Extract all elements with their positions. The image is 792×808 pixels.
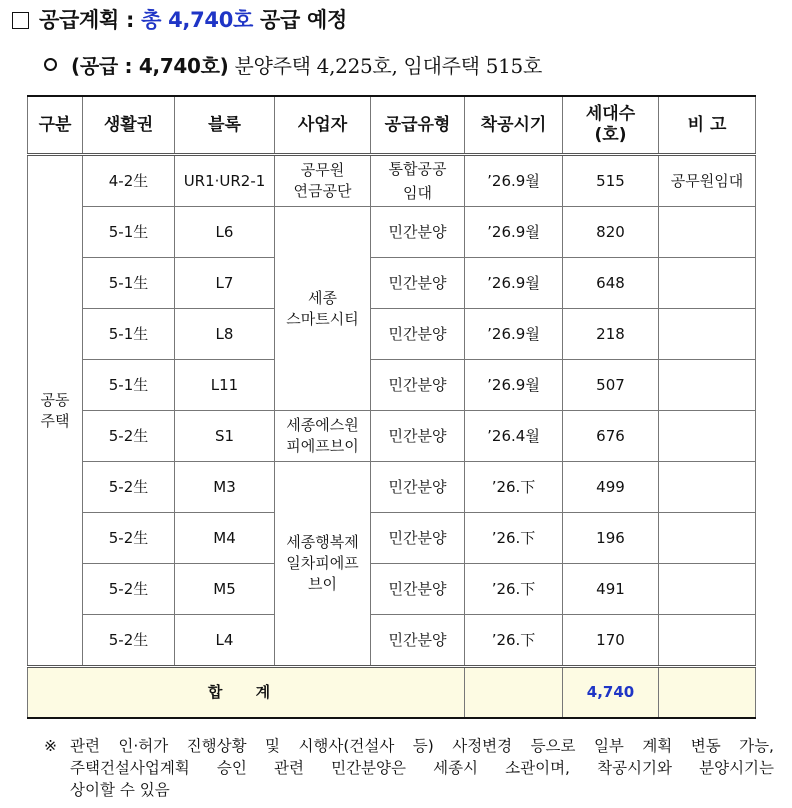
heading-suffix: 공급 예정 bbox=[253, 8, 347, 32]
start-date-cell: ’26.9월 bbox=[465, 309, 563, 360]
table-header-row bbox=[28, 96, 756, 155]
circle-bullet-icon bbox=[44, 58, 57, 71]
remarks-cell bbox=[659, 207, 756, 258]
zone-cell: 5-2生 bbox=[83, 615, 175, 667]
zone-cell: 4-2生 bbox=[83, 155, 175, 207]
units-cell: 515 bbox=[563, 155, 659, 207]
table-row bbox=[28, 513, 756, 564]
zone-cell: 5-2生 bbox=[83, 513, 175, 564]
table-row bbox=[28, 155, 756, 207]
supply-type-cell: 민간분양 bbox=[371, 258, 465, 309]
zone-cell: 5-1生 bbox=[83, 258, 175, 309]
start-date-cell: ’26.下 bbox=[465, 513, 563, 564]
total-remarks-cell bbox=[659, 667, 756, 719]
supply-type-cell: 민간분양 bbox=[371, 513, 465, 564]
heading-prefix: 공급계획 : bbox=[39, 8, 142, 32]
block-cell: L6 bbox=[175, 207, 275, 258]
total-empty-cell bbox=[465, 667, 563, 719]
table-row bbox=[28, 309, 756, 360]
supply-type-cell: 민간분양 bbox=[371, 360, 465, 411]
supply-total: (공급 : 4,740호) bbox=[71, 54, 229, 78]
supply-type-cell: 민간분양 bbox=[371, 564, 465, 615]
header-units: 세대수 (호) bbox=[563, 96, 659, 155]
table-row bbox=[28, 462, 756, 513]
zone-cell: 5-2生 bbox=[83, 564, 175, 615]
start-date-cell: ’26.下 bbox=[465, 462, 563, 513]
start-date-cell: ’26.9월 bbox=[465, 207, 563, 258]
units-cell: 196 bbox=[563, 513, 659, 564]
total-label: 합 계 bbox=[28, 667, 465, 719]
start-date-cell: ’26.9월 bbox=[465, 360, 563, 411]
operator-cell: 공무원 연금공단 bbox=[275, 155, 371, 207]
remarks-cell bbox=[659, 360, 756, 411]
remarks-cell bbox=[659, 258, 756, 309]
header-remarks: 비 고 bbox=[659, 96, 756, 155]
table-row bbox=[28, 258, 756, 309]
zone-cell: 5-1生 bbox=[83, 207, 175, 258]
heading-accent: 총 4,740호 bbox=[141, 8, 253, 32]
zone-cell: 5-2生 bbox=[83, 462, 175, 513]
header-supply-type: 공급유형 bbox=[371, 96, 465, 155]
table-row bbox=[28, 411, 756, 462]
remarks-cell bbox=[659, 411, 756, 462]
units-cell: 820 bbox=[563, 207, 659, 258]
header-zone: 생활권 bbox=[83, 96, 175, 155]
checkbox-square-icon bbox=[12, 12, 29, 29]
operator-cell: 세종에스원 피에프브이 bbox=[275, 411, 371, 462]
units-cell: 676 bbox=[563, 411, 659, 462]
remarks-cell bbox=[659, 564, 756, 615]
remarks-cell: 공무원임대 bbox=[659, 155, 756, 207]
supply-type-cell: 민간분양 bbox=[371, 411, 465, 462]
units-cell: 507 bbox=[563, 360, 659, 411]
header-start-date: 착공시기 bbox=[465, 96, 563, 155]
supply-type-cell: 민간분양 bbox=[371, 462, 465, 513]
header-operator: 사업자 bbox=[275, 96, 371, 155]
zone-cell: 5-1生 bbox=[83, 309, 175, 360]
table-row bbox=[28, 360, 756, 411]
block-cell: M4 bbox=[175, 513, 275, 564]
operator-cell: 세종 스마트시티 bbox=[275, 207, 371, 411]
block-cell: L8 bbox=[175, 309, 275, 360]
category-cell: 공동 주택 bbox=[28, 155, 83, 667]
supply-summary bbox=[44, 50, 542, 79]
start-date-cell: ’26.4월 bbox=[465, 411, 563, 462]
footnote-line-1: 관련 인·허가 진행상황 및 시행사(건설사 등) 사정변경 등으로 일부 계획 변동 가능, bbox=[70, 737, 774, 755]
table-row bbox=[28, 207, 756, 258]
supply-type-cell: 민간분양 bbox=[371, 309, 465, 360]
start-date-cell: ’26.下 bbox=[465, 564, 563, 615]
supply-type-cell: 민간분양 bbox=[371, 207, 465, 258]
remarks-cell bbox=[659, 615, 756, 667]
total-units: 4,740 bbox=[563, 667, 659, 719]
block-cell: M3 bbox=[175, 462, 275, 513]
block-cell: L11 bbox=[175, 360, 275, 411]
supply-breakdown: 분양주택 4,225호, 임대주택 515호 bbox=[234, 54, 542, 78]
header-category: 구분 bbox=[28, 96, 83, 155]
supply-plan-table bbox=[27, 95, 756, 719]
units-cell: 491 bbox=[563, 564, 659, 615]
block-cell: S1 bbox=[175, 411, 275, 462]
remarks-cell bbox=[659, 513, 756, 564]
reference-mark: ※ bbox=[44, 737, 57, 755]
units-cell: 499 bbox=[563, 462, 659, 513]
block-cell: UR1·UR2-1 bbox=[175, 155, 275, 207]
page-heading bbox=[12, 4, 347, 34]
operator-cell: 세종행복제 일차피에프 브이 bbox=[275, 462, 371, 667]
units-cell: 218 bbox=[563, 309, 659, 360]
start-date-cell: ’26.9월 bbox=[465, 155, 563, 207]
zone-cell: 5-1生 bbox=[83, 360, 175, 411]
units-cell: 648 bbox=[563, 258, 659, 309]
total-row bbox=[28, 667, 756, 719]
units-cell: 170 bbox=[563, 615, 659, 667]
remarks-cell bbox=[659, 462, 756, 513]
footnote-line-2: 주택건설사업계획 승인 관련 민간분양은 세종시 소관이며, 착공시기와 분양시기는 bbox=[70, 759, 774, 777]
footnote bbox=[44, 735, 774, 801]
supply-type-cell: 통합공공 임대 bbox=[371, 155, 465, 207]
start-date-cell: ’26.下 bbox=[465, 615, 563, 667]
block-cell: M5 bbox=[175, 564, 275, 615]
block-cell: L4 bbox=[175, 615, 275, 667]
block-cell: L7 bbox=[175, 258, 275, 309]
supply-type-cell: 민간분양 bbox=[371, 615, 465, 667]
remarks-cell bbox=[659, 309, 756, 360]
start-date-cell: ’26.9월 bbox=[465, 258, 563, 309]
header-block: 블록 bbox=[175, 96, 275, 155]
zone-cell: 5-2生 bbox=[83, 411, 175, 462]
table-row bbox=[28, 564, 756, 615]
footnote-line-3: 상이할 수 있음 bbox=[70, 781, 170, 799]
table-row bbox=[28, 615, 756, 667]
